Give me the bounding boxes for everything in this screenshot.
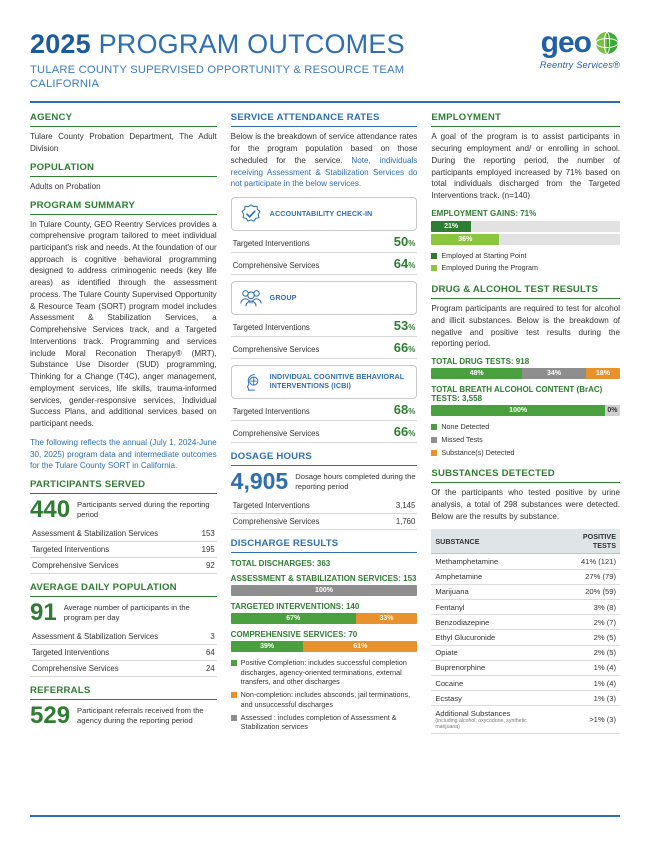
brac-tests-bar: [431, 405, 620, 416]
service-card: [231, 281, 418, 315]
drug-alcohol-text: Program participants are required to test for alcohol and illicit substances. Below is the breakdown of negative and positive test results during the reporting period.: [431, 304, 620, 349]
table-row: [30, 526, 217, 542]
row-label: Targeted Interventions: [232, 239, 310, 249]
head-brain-icon: [238, 371, 264, 393]
section-rule: [30, 214, 217, 215]
table-row: [431, 554, 620, 569]
adp-label: Average number of participants in the program per day: [63, 603, 190, 622]
column-header-substance: SUBSTANCE: [431, 529, 554, 554]
section-program-summary-heading: PROGRAM SUMMARY: [30, 199, 135, 211]
bar-segment: 34%: [522, 368, 586, 379]
table-row: [431, 615, 620, 630]
row-label: Targeted Interventions: [232, 407, 310, 417]
section-dosage-hours-heading: DOSAGE HOURS: [230, 451, 312, 463]
tests-legend: [431, 422, 620, 457]
referrals-stat: [30, 701, 217, 729]
bar-segment: 21%: [431, 221, 471, 232]
section-employment-heading: EMPLOYMENT: [431, 112, 502, 124]
legend-item: [431, 263, 620, 273]
row-value: [394, 256, 416, 271]
row-label: Assessment & Stabilization Services: [32, 528, 159, 538]
row-value: [394, 234, 416, 249]
section-participants-served-heading: PARTICIPANTS SERVED: [30, 478, 146, 490]
legend-label: Substance(s) Detected: [441, 447, 515, 457]
row-value: [394, 318, 416, 333]
legend-swatch: [231, 715, 237, 721]
row-value: 3,145: [395, 501, 416, 511]
column-left: [30, 112, 217, 735]
bar-segment: 100%: [431, 405, 605, 416]
participants-served-stat: [30, 495, 217, 523]
row-label: Comprehensive Services: [232, 429, 320, 439]
legend-item: [231, 713, 418, 732]
table-row: [431, 600, 620, 615]
row-note: (including alcohol, oxycodone, synthetic marijuana): [435, 717, 527, 730]
globe-icon: [594, 30, 620, 56]
intro-note: Note, individuals receiving Assessment & Stabilization Services do not participate in the below services.: [230, 155, 418, 189]
row-value: 195: [201, 544, 215, 554]
participants-served-label: Participants served during the reporting period: [77, 500, 210, 519]
section-adp-heading: AVERAGE DAILY POPULATION: [30, 581, 177, 593]
content-columns: [30, 112, 620, 735]
row-label: Comprehensive Services: [232, 345, 320, 355]
legend-swatch: [431, 450, 437, 456]
table-row: [30, 629, 217, 645]
legend-item: [231, 690, 418, 709]
row-value: 153: [201, 528, 215, 538]
discharge-group-label: COMPREHENSIVE SERVICES: 70: [230, 630, 358, 640]
discharge-bar: [231, 585, 418, 596]
section-discharge-results-heading: DISCHARGE RESULTS: [230, 538, 339, 550]
legend-item: [231, 658, 418, 687]
bar-segment: 67%: [231, 613, 356, 624]
legend-label: None Detected: [441, 422, 490, 432]
bar-segment: 48%: [431, 368, 522, 379]
title-year: 2025: [30, 29, 91, 59]
row-value: 2% (5): [555, 630, 620, 645]
column-middle: [231, 112, 418, 735]
column-right: [431, 112, 620, 735]
drug-tests-bar: [431, 368, 620, 379]
table-row: [231, 253, 418, 275]
row-value: [394, 340, 416, 355]
row-label: Comprehensive Services: [232, 517, 320, 527]
program-summary-paragraph-2: The following reflects the annual (July 1, 2024-June 30, 2025) program data and intermediate outcomes for the Tulare County SORT in California.: [30, 437, 217, 471]
row-value: 41% (121): [555, 554, 620, 569]
row-value: 1% (4): [555, 675, 620, 690]
discharge-bar: [231, 613, 418, 624]
section-drug-alcohol-heading: DRUG & ALCOHOL TEST RESULTS: [431, 284, 599, 296]
check-badge-icon: [238, 203, 264, 225]
employment-gains-label: EMPLOYMENT GAINS: 71%: [431, 208, 537, 218]
section-agency-heading: AGENCY: [30, 112, 73, 124]
row-label: Buprenorphine: [431, 660, 554, 675]
row-value: 1% (3): [555, 691, 620, 706]
service-attendance-intro: [231, 131, 418, 190]
legend-label: Non-completion: includes absconds, jail terminations, and unsuccessful discharges: [240, 690, 411, 709]
row-value-number: 50: [393, 234, 409, 250]
header-divider: [30, 101, 620, 103]
table-row: [30, 558, 217, 574]
row-value: 27% (79): [555, 569, 620, 584]
service-card-name: ACCOUNTABILITY CHECK-IN: [269, 208, 373, 218]
table-row: [231, 399, 418, 421]
row-value: 24: [205, 663, 215, 673]
legend-swatch: [431, 265, 437, 271]
agency-text: Tulare County Probation Department, The Adult Division: [30, 132, 217, 154]
discharge-group-label: ASSESSMENT & STABILIZATION SERVICES: 153: [230, 574, 417, 584]
table-row: [431, 569, 620, 584]
dosage-hours-number: 4,905: [230, 468, 289, 495]
discharge-legend: [231, 658, 418, 732]
referrals-number: 529: [30, 701, 71, 729]
subtitle-line-1: TULARE COUNTY SUPERVISED OPPORTUNITY & RESOURCE TEAM: [30, 64, 405, 77]
employment-bars: [431, 221, 620, 245]
row-label: Targeted Interventions: [32, 544, 110, 554]
row-value: 2% (5): [555, 645, 620, 660]
legend-label: Positive Completion: includes successful completion discharges, agency-oriented terminations, external transfers, and other discharges: [240, 658, 407, 687]
table-row: [30, 645, 217, 661]
table-row: [431, 706, 620, 733]
table-row: [231, 421, 418, 443]
logo-tagline: Reentry Services®: [539, 60, 620, 70]
row-value: 2% (7): [555, 615, 620, 630]
row-value: 1% (4): [555, 660, 620, 675]
referrals-label: Participant referrals received from the agency during the reporting period: [77, 706, 204, 725]
table-row: [431, 630, 620, 645]
section-rule: [431, 298, 620, 299]
service-card: [231, 197, 418, 231]
row-label: Comprehensive Services: [32, 663, 119, 673]
row-label: Fentanyl: [431, 600, 554, 615]
total-drug-tests-label: TOTAL DRUG TESTS: 918: [431, 357, 530, 367]
row-label: Comprehensive Services: [232, 261, 320, 271]
row-label-text: Additional Substances: [435, 708, 511, 718]
service-card-name: GROUP: [269, 292, 297, 302]
row-value: [394, 424, 416, 439]
row-value-unit: %: [408, 407, 416, 417]
section-rule: [30, 176, 217, 177]
adp-stat: [30, 598, 217, 626]
table-header-row: [431, 529, 620, 554]
section-substances-heading: SUBSTANCES DETECTED: [431, 468, 555, 480]
row-value: 64: [205, 647, 215, 657]
table-row: [431, 675, 620, 690]
bar-segment: 18%: [586, 368, 620, 379]
section-referrals-heading: REFERRALS: [30, 684, 91, 696]
row-label: Targeted Interventions: [232, 501, 310, 511]
legend-label: Missed Tests: [441, 434, 483, 444]
column-header-positive-tests: POSITIVE TESTS: [555, 529, 620, 554]
substances-table: [431, 529, 620, 733]
row-value-number: 64: [393, 256, 409, 272]
table-row: [431, 645, 620, 660]
section-rule: [30, 699, 217, 700]
legend-swatch: [231, 692, 237, 698]
section-rule: [30, 596, 217, 597]
row-label: Comprehensive Services: [32, 560, 119, 570]
row-value-unit: %: [408, 429, 416, 439]
dosage-hours-stat: [231, 470, 418, 493]
table-row: [431, 691, 620, 706]
row-label: Methamphetamine: [431, 554, 554, 569]
legend-label: Assessed : includes completion of Assessment & Stabilization services: [240, 712, 397, 732]
row-value-unit: %: [408, 323, 416, 333]
legend-swatch: [431, 424, 437, 430]
section-rule: [231, 552, 418, 553]
subtitle-line-2: CALIFORNIA: [30, 78, 100, 91]
row-value-number: 53: [393, 318, 409, 334]
row-value-number: 66: [393, 340, 409, 356]
table-row: [231, 337, 418, 359]
row-label: Benzodiazepine: [431, 615, 554, 630]
page-header: [30, 26, 620, 91]
program-summary-paragraph-1: In Tulare County, GEO Reentry Services provides a comprehensive program tailored to meet individual participant's risk and needs. At the foundation of our approach is cognitive behavioral programming designed to address criminogenic needs (key life areas) as identified through the assessment process. The Tulare County Supervised Opportunity & Resource Team (SORT) program model includes Assessment & Stabilization Services, a Comprehensive Services track, and a Targeted Interventions track. Programming and services include Moral Reconation Therapy® (MRT), Substance Use Disorder (SUD) programming, Thinking for a Change (T4C), anger management, employment services, life skills, trauma-informed services, gender-responsive services, Individual Success Plans, and additional services based on participant needs.: [30, 219, 217, 429]
section-rule: [30, 126, 217, 127]
table-row: [231, 231, 418, 253]
bar-segment: 61%: [303, 641, 417, 652]
bar-segment: 100%: [231, 585, 418, 596]
row-value-unit: %: [408, 345, 416, 355]
total-discharges-label: TOTAL DISCHARGES: 363: [230, 559, 331, 569]
bar-segment: 0%: [605, 405, 620, 416]
row-label: Marijuana: [431, 584, 554, 599]
participants-served-number: 440: [30, 495, 71, 523]
employment-bar-during: [431, 234, 620, 245]
row-label: Ethyl Glucuronide: [431, 630, 554, 645]
row-value-unit: %: [408, 239, 416, 249]
row-value-number: 66: [393, 424, 409, 440]
legend-label: Employed During the Program: [441, 263, 539, 273]
bar-segment: 33%: [356, 613, 418, 624]
row-label: Cocaine: [431, 675, 554, 690]
table-row: [231, 315, 418, 337]
geo-logo: [540, 26, 620, 70]
substances-text: Of the participants who tested positive by urine analysis, a total of 298 substances were detected. Below are the results by substance.: [431, 488, 620, 521]
employment-bar-starting: [431, 221, 620, 232]
legend-item: [431, 448, 620, 458]
title-block: [30, 26, 405, 91]
legend-item: [431, 422, 620, 432]
row-label: Assessment & Stabilization Services: [32, 631, 159, 641]
row-value-unit: %: [408, 261, 416, 271]
title-rest: PROGRAM OUTCOMES: [90, 29, 405, 59]
service-card-name: INDIVIDUAL COGNITIVE BEHAVIORAL INTERVENTIONS (ICBI): [269, 372, 405, 391]
row-label: Amphetamine: [431, 569, 554, 584]
row-label: Targeted Interventions: [232, 323, 310, 333]
section-service-attendance-heading: SERVICE ATTENDANCE RATES: [230, 112, 380, 124]
section-rule: [30, 493, 217, 494]
adp-number: 91: [30, 598, 57, 626]
service-card: [231, 365, 418, 399]
discharge-bar: [231, 641, 418, 652]
row-value-number: 68: [393, 402, 409, 418]
section-rule: [431, 126, 620, 127]
page-subtitle: [30, 63, 405, 91]
page-title: [30, 30, 405, 58]
row-value: 92: [205, 560, 215, 570]
section-rule: [231, 465, 418, 466]
legend-item: [431, 251, 620, 261]
table-row: [30, 542, 217, 558]
group-people-icon: [238, 287, 264, 309]
intro-plain: Below is the breakdown of service attendance rates for the program population based on those scheduled for the service.: [230, 132, 418, 165]
legend-swatch: [231, 660, 237, 666]
employment-legend: [431, 251, 620, 273]
legend-label: Employed at Starting Point: [441, 250, 527, 260]
legend-item: [431, 435, 620, 445]
section-rule: [431, 482, 620, 483]
total-brac-tests-label: TOTAL BREATH ALCOHOL CONTENT (BrAC) TESTS: 3,558: [431, 385, 603, 404]
legend-swatch: [431, 437, 437, 443]
table-row: [231, 514, 418, 530]
row-value: [394, 402, 416, 417]
section-population-heading: POPULATION: [30, 161, 95, 173]
row-value: >1% (3): [555, 706, 620, 733]
table-row: [30, 661, 217, 677]
row-value: 3% (8): [555, 600, 620, 615]
dosage-hours-label: Dosage hours completed during the reporting period: [295, 472, 416, 491]
legend-swatch: [431, 253, 437, 259]
bar-segment: 39%: [231, 641, 304, 652]
footer-divider: [30, 815, 620, 817]
discharge-group-label: TARGETED INTERVENTIONS: 140: [230, 602, 360, 612]
employment-text: A goal of the program is to assist participants in securing employment and/ or enrolling in school. During the reporting period, the number of participants employed increased by 71% based on total individuals discharged from the Targeted Interventions track. (n=140): [431, 132, 620, 201]
row-label: Targeted Interventions: [32, 647, 110, 657]
row-value: 1,760: [395, 517, 416, 527]
row-label: Ecstasy: [431, 691, 554, 706]
row-value: 3: [210, 631, 215, 641]
logo-wordmark: geo: [540, 26, 591, 59]
table-row: [431, 584, 620, 599]
section-rule: [231, 126, 418, 127]
row-label: Opiate: [431, 645, 554, 660]
bar-segment: 36%: [431, 234, 499, 245]
population-text: Adults on Probation: [30, 181, 101, 191]
table-row: [231, 498, 418, 514]
table-row: [431, 660, 620, 675]
row-label: [431, 706, 554, 733]
row-value: 20% (59): [555, 584, 620, 599]
